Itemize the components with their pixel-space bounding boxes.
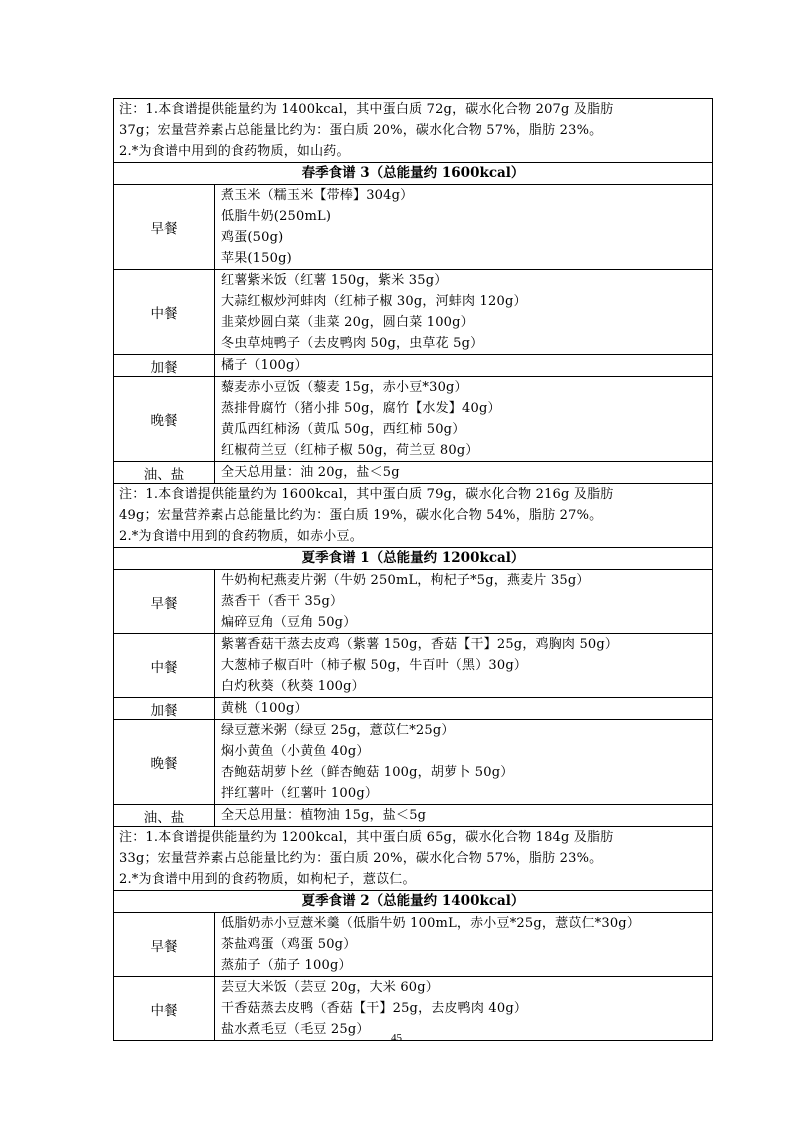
meal-items (215, 355, 713, 377)
meal-name: 中餐 (114, 977, 215, 1041)
meal-items (215, 270, 713, 355)
document-body (113, 98, 712, 1041)
meal-item: 蒸香干（香干 35g） (221, 594, 344, 609)
note-row (114, 484, 713, 548)
meal-item: 煸碎豆角（豆角 50g） (221, 615, 357, 630)
meal-items (215, 377, 713, 462)
diet-menu-table (113, 98, 713, 1041)
meal-name: 加餐 (114, 698, 215, 720)
meal-item: 牛奶枸杞燕麦片粥（牛奶 250mL，枸杞子*5g，燕麦片 35g） (221, 573, 590, 588)
note-cell (114, 827, 713, 891)
note-line: 注：1.本食谱提供能量约为 1400kcal，其中蛋白质 72g，碳水化合物 207g 及脂肪 (119, 102, 614, 117)
meal-item: 鸡蛋(50g) (221, 230, 284, 245)
menu-title-row (114, 548, 713, 570)
meal-row (114, 698, 713, 720)
meal-item: 白灼秋葵（秋葵 100g） (221, 679, 365, 694)
meal-name: 油、盐 (114, 462, 215, 484)
note-row (114, 827, 713, 891)
menu-title: 夏季食谱 2（总能量约 1400kcal） (114, 891, 713, 913)
meal-name: 中餐 (114, 270, 215, 355)
meal-row (114, 913, 713, 977)
meal-item: 橘子（100g） (221, 358, 308, 373)
meal-item: 苹果(150g) (221, 251, 292, 266)
note-line: 37g；宏量营养素占总能量比约为：蛋白质 20%，碳水化合物 57%，脂肪 23%。 (119, 123, 603, 138)
note-line: 2.*为食谱中用到的食药物质，如赤小豆。 (119, 529, 363, 544)
meal-items (215, 185, 713, 270)
meal-items (215, 462, 713, 484)
meal-item: 杏鲍菇胡萝卜丝（鲜杏鲍菇 100g，胡萝卜 50g） (221, 765, 514, 780)
note-line: 49g；宏量营养素占总能量比约为：蛋白质 19%，碳水化合物 54%，脂肪 27%。 (119, 508, 603, 523)
meal-item: 焖小黄鱼（小黄鱼 40g） (221, 744, 370, 759)
meal-item: 盐水煮毛豆（毛豆 25g） (221, 1022, 370, 1037)
meal-row (114, 634, 713, 698)
meal-item: 绿豆薏米粥（绿豆 25g，薏苡仁*25g） (221, 723, 455, 738)
note-line: 2.*为食谱中用到的食药物质，如枸杞子，薏苡仁。 (119, 872, 416, 887)
meal-item: 拌红薯叶（红薯叶 100g） (221, 786, 379, 801)
meal-row (114, 185, 713, 270)
meal-items (215, 698, 713, 720)
meal-item: 全天总用量：油 20g，盐＜5g (221, 465, 400, 480)
meal-item: 紫薯香菇干蒸去皮鸡（紫薯 150g，香菇【干】25g，鸡胸肉 50g） (221, 637, 619, 652)
meal-name: 晚餐 (114, 720, 215, 805)
meal-item: 低脂牛奶(250mL) (221, 209, 332, 224)
meal-item: 芸豆大米饭（芸豆 20g，大米 60g） (221, 980, 439, 995)
note-cell (114, 484, 713, 548)
note-cell (114, 99, 713, 163)
meal-item: 煮玉米（糯玉米【带棒】304g） (221, 188, 414, 203)
meal-item: 红椒荷兰豆（红柿子椒 50g，荷兰豆 80g） (221, 443, 479, 458)
menu-title: 夏季食谱 1（总能量约 1200kcal） (114, 548, 713, 570)
menu-title: 春季食谱 3（总能量约 1600kcal） (114, 163, 713, 185)
meal-row (114, 805, 713, 827)
meal-name: 加餐 (114, 355, 215, 377)
meal-item: 低脂奶赤小豆薏米羹（低脂牛奶 100mL，赤小豆*25g，薏苡仁*30g） (221, 916, 641, 931)
meal-item: 茶盐鸡蛋（鸡蛋 50g） (221, 937, 357, 952)
meal-name: 油、盐 (114, 805, 215, 827)
meal-items (215, 720, 713, 805)
meal-item: 冬虫草炖鸭子（去皮鸭肉 50g，虫草花 5g） (221, 336, 484, 351)
meal-item: 大蒜红椒炒河蚌肉（红柿子椒 30g，河蚌肉 120g） (221, 294, 527, 309)
meal-items (215, 913, 713, 977)
meal-items (215, 570, 713, 634)
note-line: 33g；宏量营养素占总能量比约为：蛋白质 20%，碳水化合物 57%，脂肪 23%。 (119, 851, 603, 866)
meal-items (215, 634, 713, 698)
meal-item: 黄瓜西红柿汤（黄瓜 50g，西红柿 50g） (221, 422, 466, 437)
meal-item: 蒸排骨腐竹（猪小排 50g，腐竹【水发】40g） (221, 401, 501, 416)
note-line: 注：1.本食谱提供能量约为 1600kcal，其中蛋白质 79g，碳水化合物 216g 及脂肪 (119, 487, 614, 502)
meal-item: 全天总用量：植物油 15g，盐＜5g (221, 808, 427, 823)
note-row (114, 99, 713, 163)
menu-table-body (114, 99, 713, 1041)
meal-row (114, 720, 713, 805)
menu-title-row (114, 163, 713, 185)
meal-item: 韭菜炒圆白菜（韭菜 20g，圆白菜 100g） (221, 315, 474, 330)
meal-item: 藜麦赤小豆饭（藜麦 15g，赤小豆*30g） (221, 380, 468, 395)
meal-item: 黄桃（100g） (221, 701, 308, 716)
meal-name: 中餐 (114, 634, 215, 698)
meal-item: 干香菇蒸去皮鸭（香菇【干】25g，去皮鸭肉 40g） (221, 1001, 528, 1016)
note-line: 注：1.本食谱提供能量约为 1200kcal，其中蛋白质 65g，碳水化合物 184g 及脂肪 (119, 830, 614, 845)
meal-name: 早餐 (114, 913, 215, 977)
meal-row (114, 977, 713, 1041)
meal-items (215, 805, 713, 827)
meal-name: 晚餐 (114, 377, 215, 462)
menu-title-row (114, 891, 713, 913)
meal-row (114, 355, 713, 377)
meal-row (114, 570, 713, 634)
meal-row (114, 270, 713, 355)
meal-name: 早餐 (114, 570, 215, 634)
meal-item: 蒸茄子（茄子 100g） (221, 958, 352, 973)
meal-items (215, 977, 713, 1041)
meal-row (114, 377, 713, 462)
meal-name: 早餐 (114, 185, 215, 270)
meal-item: 大葱柿子椒百叶（柿子椒 50g，牛百叶（黑）30g） (221, 658, 528, 673)
meal-item: 红薯紫米饭（红薯 150g，紫米 35g） (221, 273, 448, 288)
note-line: 2.*为食谱中用到的食药物质，如山药。 (119, 144, 350, 159)
page-number: 45 (391, 1032, 402, 1044)
meal-row (114, 462, 713, 484)
